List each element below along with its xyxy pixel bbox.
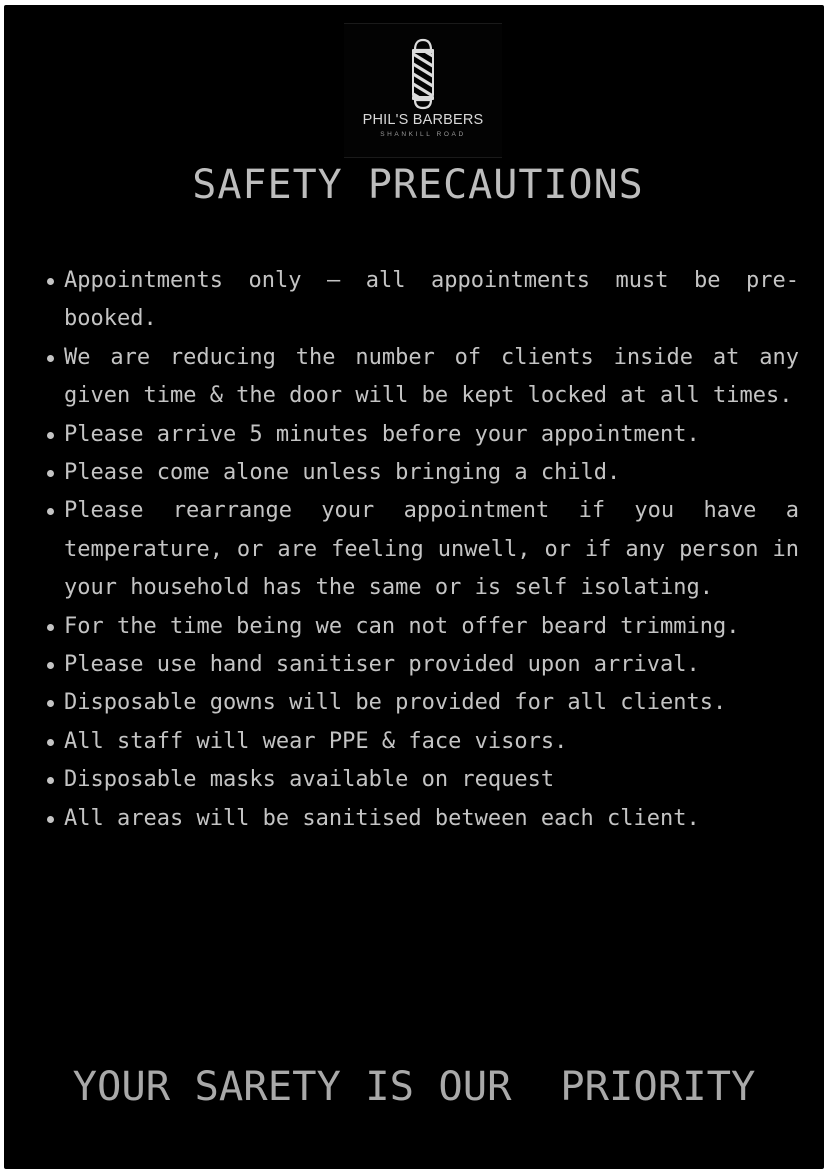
list-item: All staff will wear PPE & face visors. [64,723,799,761]
barbershop-logo [344,23,502,158]
list-item: Please rearrange your appointment if you have a temperature, or are feeling unwell, or if any person in your household has the same or is self isolating. [64,492,799,607]
list-item: Disposable gowns will be provided for all clients. [64,684,799,722]
barber-pole-icon [408,38,438,110]
list-item: Disposable masks available on request [64,761,799,799]
precautions-list [64,262,799,838]
list-item: Please use hand sanitiser provided upon arrival. [64,646,799,684]
footer-slogan: YOUR SARETY IS OUR PRIORITY [72,1062,756,1110]
list-item: Please arrive 5 minutes before your appointment. [64,416,799,454]
list-item: All areas will be sanitised between each client. [64,800,799,838]
list-item: We are reducing the number of clients inside at any given time & the door will be kept locked at all times. [64,339,799,416]
list-item: For the time being we can not offer beard trimming. [64,608,799,646]
safety-poster [4,5,824,1169]
logo-name: PHIL'S BARBERS [362,112,484,128]
logo-subtitle: SHANKILL ROAD [380,131,466,138]
page-title: SAFETY PRECAUTIONS [192,162,644,208]
list-item: Please come alone unless bringing a child. [64,454,799,492]
list-item: Appointments only – all appointments must be pre-booked. [64,262,799,339]
